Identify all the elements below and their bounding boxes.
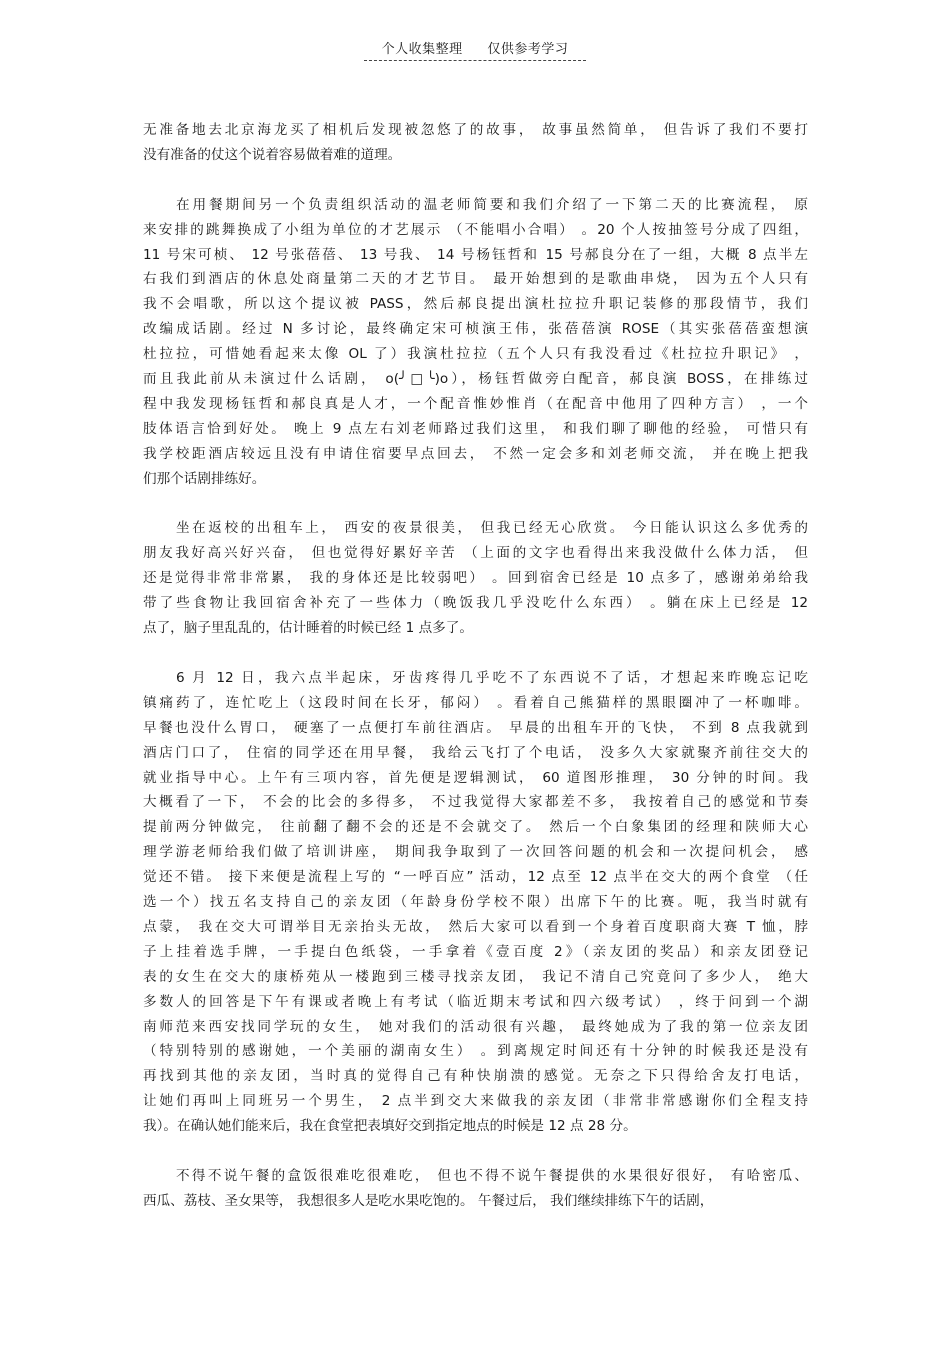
paragraph <box>143 118 808 168</box>
text-line: 我）。在确认她们能来后，我在食堂把表填好交到指定地点的时候是 12 点 28 分。 <box>143 1118 637 1135</box>
header-right-text: 仅供参考学习 <box>487 42 569 57</box>
paragraph <box>143 1164 808 1214</box>
text-line: 选一个）找五名支持自己的亲友团（年龄身份学校不限）出席下午的比赛。呃，我当时就有 <box>143 894 808 911</box>
page-header <box>0 38 950 61</box>
document-body <box>143 118 808 1239</box>
text-line: 还是觉得非常非常累， 我的身体还是比较弱吧） 。回到宿舍已经是 10 点多了，感谢弟弟给我 <box>143 570 808 587</box>
text-line: 西瓜、荔枝、圣女果等， 我想很多人是吃水果吃饱的。 午餐过后， 我们继续排练下午的话剧， <box>143 1192 714 1209</box>
text-line: 子上挂着选手牌，一手提白色纸袋，一手拿着《壹百度 2》（亲友团的奖品）和亲友团登记 <box>143 943 808 960</box>
text-line: 早餐也没什么胃口， 硬塞了一点便打车前往酒店。 早晨的出租车开的飞快， 不到 8 点我就到 <box>143 719 808 736</box>
text-line: 大概看了一下， 不会的比会的多得多， 不过我觉得大家都差不多， 我按着自己的感觉和节奏 <box>143 794 808 811</box>
text-line: 理学游老师给我们做了培训讲座， 期间我争取到了一次回答问题的机会和一次提问机会， 感 <box>143 844 808 861</box>
text-line: 11 号宋可桢、 12 号张蓓蓓、 13 号我、 14 号杨钰哲和 15 号郝良分在了一组，大概 8 点半左 <box>143 246 808 263</box>
text-line: 肢体语言恰到好处。 晚上 9 点左右刘老师路过我们这里， 和我们聊了聊他的经验， 可惜只有 <box>143 420 808 437</box>
header-left-text: 个人收集整理 <box>381 42 463 57</box>
paragraph <box>143 516 808 641</box>
text-line: 改编成话剧。经过 N 多讨论，最终确定宋可桢演王伟，张蓓蓓演 ROSE（其实张蓓蓓蛮想演 <box>143 321 808 338</box>
text-line: 而且我此前从未演过什么话剧， o(╯□╰)o），杨钰哲做旁白配音，郝良演 BOSS，在排练过 <box>143 371 808 388</box>
text-line: 朋友我好高兴好兴奋， 但也觉得好累好辛苦 （上面的文字也看得出来我没做什么体力活， 但 <box>143 545 808 562</box>
text-line: 再找到其他的亲友团，当时真的觉得自己有种快崩溃的感觉。无奈之下只得给舍友打电话， <box>143 1068 808 1085</box>
text-line: 无准备地去北京海龙买了相机后发现被忽悠了的故事， 故事虽然简单， 但告诉了我们不要打 <box>143 122 808 138</box>
text-line: 点蒙， 我在交大可谓举目无亲抬头无故， 然后大家可以看到一个身着百度职商大赛 T 恤，脖 <box>143 918 808 935</box>
text-line: 镇痛药了，连忙吃上（这段时间在长牙，郁闷） 。看着自己熊猫样的黑眼圈冲了一杯咖啡。 <box>143 694 808 711</box>
text-line: 提前两分钟做完， 往前翻了翻不会的还是不会就交了。 然后一个白象集团的经理和陕师大心 <box>143 819 808 836</box>
text-line: 我学校距酒店较远且没有申请住宿要早点回去， 不然一定会多和刘老师交流， 并在晚上把我 <box>143 445 808 462</box>
header-rule <box>364 38 587 61</box>
text-line: 就业指导中心。上午有三项内容，首先便是逻辑测试， 60 道图形推理， 30 分钟的时间。我 <box>143 769 808 786</box>
text-line: 多数人的回答是下午有课或者晚上有考试（临近期末考试和四六级考试） ，终于问到一个湖 <box>143 993 808 1010</box>
text-line: 觉还不错。 接下来便是流程上写的 “一呼百应” 活动，12 点至 12 点半在交大的两个食堂 （任 <box>143 869 808 886</box>
text-line: 表的女生在交大的康桥苑从一楼跑到三楼寻找亲友团， 我记不清自己究竟问了多少人， 绝大 <box>143 968 808 985</box>
text-line: （特别特别的感谢她，一个美丽的湖南女生） 。到离规定时间还有十分钟的时候我还是没有 <box>143 1043 808 1060</box>
text-line: 来安排的跳舞换成了小组为单位的才艺展示 （不能唱小合唱） 。20 个人按抽签号分成了四组， <box>143 221 808 238</box>
text-line: 不得不说午餐的盒饭很难吃很难吃， 但也不得不说午餐提供的水果很好很好， 有哈密瓜、 <box>176 1168 808 1184</box>
text-line: 让她们再叫上同班另一个男生， 2 点半到交大来做我的亲友团（非常非常感谢你们全程支持 <box>143 1093 808 1110</box>
text-line: 们那个话剧排练好。 <box>143 470 266 487</box>
paragraph <box>143 193 808 492</box>
text-line: 程中我发现杨钰哲和郝良真是人才，一个配音惟妙惟肖（在配音中他用了四种方言） ，一个 <box>143 395 808 412</box>
text-line: 没有准备的仗这个说着容易做着难的道理。 <box>143 146 402 163</box>
text-line: 酒店门口了， 住宿的同学还在用早餐， 我给云飞打了个电话， 没多久大家就聚齐前往交大的 <box>143 744 808 761</box>
paragraph <box>143 666 808 1139</box>
text-line: 带了些食物让我回宿舍补充了一些体力（晚饭我几乎没吃什么东西） 。躺在床上已经是 12 <box>143 595 808 612</box>
text-line: 6 月 12 日，我六点半起床，牙齿疼得几乎吃不了东西说不了话，才想起来昨晚忘记吃 <box>176 669 808 686</box>
text-line: 坐在返校的出租车上， 西安的夜景很美， 但我已经无心欣赏。 今日能认识这么多优秀的 <box>176 520 808 537</box>
text-line: 点了，脑子里乱乱的，估计睡着的时候已经 1 点多了。 <box>143 620 473 637</box>
text-line: 右我们到酒店的休息处商量第二天的才艺节目。 最开始想到的是歌曲串烧， 因为五个人只有 <box>143 271 808 288</box>
text-line: 南师范来西安找同学玩的女生， 她对我们的活动很有兴趣， 最终她成为了我的第一位亲友团 <box>143 1018 808 1035</box>
text-line: 我不会唱歌，所以这个提议被 PASS，然后郝良提出演杜拉拉升职记装修的那段情节，我们 <box>143 296 808 313</box>
text-line: 杜拉拉，可惜她看起来太像 OL 了）我演杜拉拉（五个人只有我没看过《杜拉拉升职记》 ， <box>143 346 808 363</box>
text-line: 在用餐期间另一个负责组织活动的温老师简要和我们介绍了一下第二天的比赛流程， 原 <box>176 196 808 213</box>
